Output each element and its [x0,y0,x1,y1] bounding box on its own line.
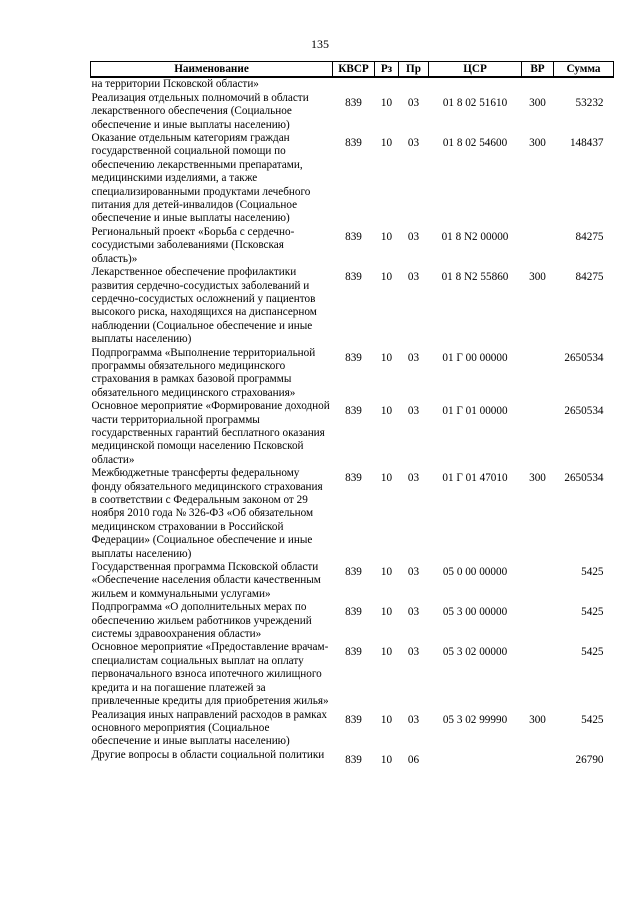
cell-name: Основное мероприятие «Предоставление врачам-специалистам социальных выплат на оплату первоначального взноса ипотечного жилищного кредита и на погашение платежей за привлеченные кредиты для приобретения жилья» [91,641,329,708]
cell-name: Основное мероприятие «Формирование доходной части территориальной программы государственных гарантий бесплатного оказания медицинской помощи населению Псковской области» [91,400,330,466]
cell-name: Межбюджетные трансферты федеральному фонду обязательного медицинского страхования в соответствии с Федеральным законом от 29 ноября 2010 года № 326-ФЗ «Об обязательном медицинском страховании в Российской Федерации» (Социальное обеспечение и иные выплаты населению) [91,467,323,560]
table-row [91,749,614,767]
cell-pr: 03 [407,96,420,109]
cell-vr: 300 [529,96,546,109]
cell-vr: 300 [529,271,546,284]
cell-pr: 03 [407,351,420,364]
cell-kvsr: 839 [345,606,362,619]
cell-name: Подпрограмма «О дополнительных мерах по обеспечению жильем работников учреждений системы здравоохранения области» [91,601,312,641]
cell-vr: 300 [529,713,546,726]
cell-kvsr: 839 [345,96,362,109]
cell-pr: 03 [407,646,420,659]
table-body [91,77,614,767]
cell-kvsr: 839 [345,137,362,150]
cell-sum: 148437 [569,137,604,150]
cell-sum: 5425 [581,606,604,619]
cell-kvsr: 839 [345,351,362,364]
cell-pr: 03 [407,566,420,579]
cell-rz: 10 [380,753,393,766]
cell-pr: 03 [407,472,420,485]
cell-kvsr: 839 [345,472,362,485]
cell-csr: 01 8 02 54600 [442,137,508,150]
cell-csr: 01 Г 00 00000 [442,351,508,364]
cell-sum: 26790 [575,753,604,766]
cell-kvsr: 839 [345,230,362,243]
cell-pr: 03 [407,713,420,726]
table-row [91,467,614,561]
cell-name: Реализация иных направлений расходов в рамках основного мероприятия (Социальное обеспечение и иные выплаты населению) [91,708,328,748]
cell-vr: 300 [529,137,546,150]
page-number: 135 [311,37,329,51]
cell-csr: 01 8 N2 55860 [441,271,509,284]
table-row [91,132,614,226]
table-row [91,601,614,641]
cell-csr [429,749,522,767]
cell-rz: 10 [380,646,393,659]
cell-vr [522,601,554,641]
cell-kvsr: 839 [345,271,362,284]
cell-rz: 10 [380,606,393,619]
table-row [91,347,614,401]
cell-pr: 03 [407,606,420,619]
table-row [91,561,614,601]
cell-kvsr: 839 [345,405,362,418]
cell-vr [522,749,554,767]
header-csr: ЦСР [429,62,522,78]
cell-rz: 10 [380,230,393,243]
cell-vr [522,641,554,708]
cell-name: Лекарственное обеспечение профилактики развития сердечно-сосудистых заболеваний и сердечно-сосудистых осложнений у пациентов высокого риска, находящихся на диспансерном наблюдении (Социальное обеспечение и иные выплаты населению) [91,266,317,346]
header-vr: ВР [522,62,554,78]
cell-kvsr: 839 [345,753,362,766]
cell-sum: 5425 [581,566,604,579]
cell-vr [522,347,554,401]
cell-rz: 10 [380,713,393,726]
cell-sum: 5425 [581,713,604,726]
cell-name: Подпрограмма «Выполнение территориальной программы обязательного медицинского страхования в рамках базовой программы обязательного медицинского страхования» [91,346,316,399]
cell-csr: 05 3 00 00000 [442,606,508,619]
table-row [91,709,614,749]
cell-pr: 03 [407,405,420,418]
cell-rz: 10 [380,351,393,364]
cell-sum: 5425 [581,646,604,659]
cell-rz: 10 [380,472,393,485]
cell-sum: 2650534 [564,472,604,485]
cell-rz: 10 [380,271,393,284]
header-rz: Рз [375,62,399,78]
cell-sum: 84275 [575,230,604,243]
table-row [91,226,614,266]
table-row [91,266,614,346]
cell-pr: 03 [407,137,420,150]
cell-rz: 10 [380,405,393,418]
cell-name: Государственная программа Псковской области «Обеспечение населения области качественным жильем и коммунальными услугами» [91,561,321,600]
cell-pr: 03 [407,271,420,284]
header-kvsr: КВСР [333,62,375,78]
continuation-text: на территории Псковской области» [91,78,259,91]
cell-pr: 06 [407,753,420,766]
cell-csr: 01 Г 01 00000 [442,405,508,418]
header-name: Наименование [91,62,333,78]
cell-name: Реализация отдельных полномочий в области лекарственного обеспечения (Социальное обеспечение и иные выплаты населению) [91,91,309,131]
cell-kvsr: 839 [345,646,362,659]
budget-table [90,61,614,767]
table-row [91,641,614,708]
cell-csr: 01 Г 01 47010 [442,472,508,485]
cell-kvsr: 839 [345,566,362,579]
table-row [91,92,614,132]
cell-csr: 05 3 02 99990 [442,713,508,726]
table-row-continuation [91,77,614,91]
cell-csr: 01 8 02 51610 [442,96,508,109]
cell-sum: 2650534 [564,351,604,364]
table-row [91,400,614,467]
header-pr: Пр [399,62,429,78]
cell-rz: 10 [380,96,393,109]
cell-kvsr: 839 [345,713,362,726]
cell-csr: 01 8 N2 00000 [441,230,509,243]
cell-name: Оказание отдельным категориям граждан государственной социальной помощи по обеспечению лекарственными препаратами, медицинскими изделиями, а также специализированными продуктами лечебного питания для детей-инвалидов (Социальное обеспечение и иные выплаты населению) [91,132,311,225]
cell-name: Региональный проект «Борьба с сердечно-сосудистыми заболеваниями (Псковская область)» [91,225,295,265]
cell-pr: 03 [407,230,420,243]
cell-csr: 05 0 00 00000 [442,566,508,579]
cell-sum: 53232 [575,96,604,109]
cell-rz: 10 [380,137,393,150]
cell-sum: 2650534 [564,405,604,418]
cell-sum: 84275 [575,271,604,284]
table-header-row [91,62,614,78]
cell-csr: 05 3 02 00000 [442,646,508,659]
header-sum: Сумма [554,62,614,78]
cell-rz: 10 [380,566,393,579]
cell-vr [522,400,554,467]
cell-vr [522,226,554,266]
cell-vr [522,561,554,601]
cell-vr: 300 [529,472,546,485]
cell-name: Другие вопросы в области социальной политики [91,748,325,761]
